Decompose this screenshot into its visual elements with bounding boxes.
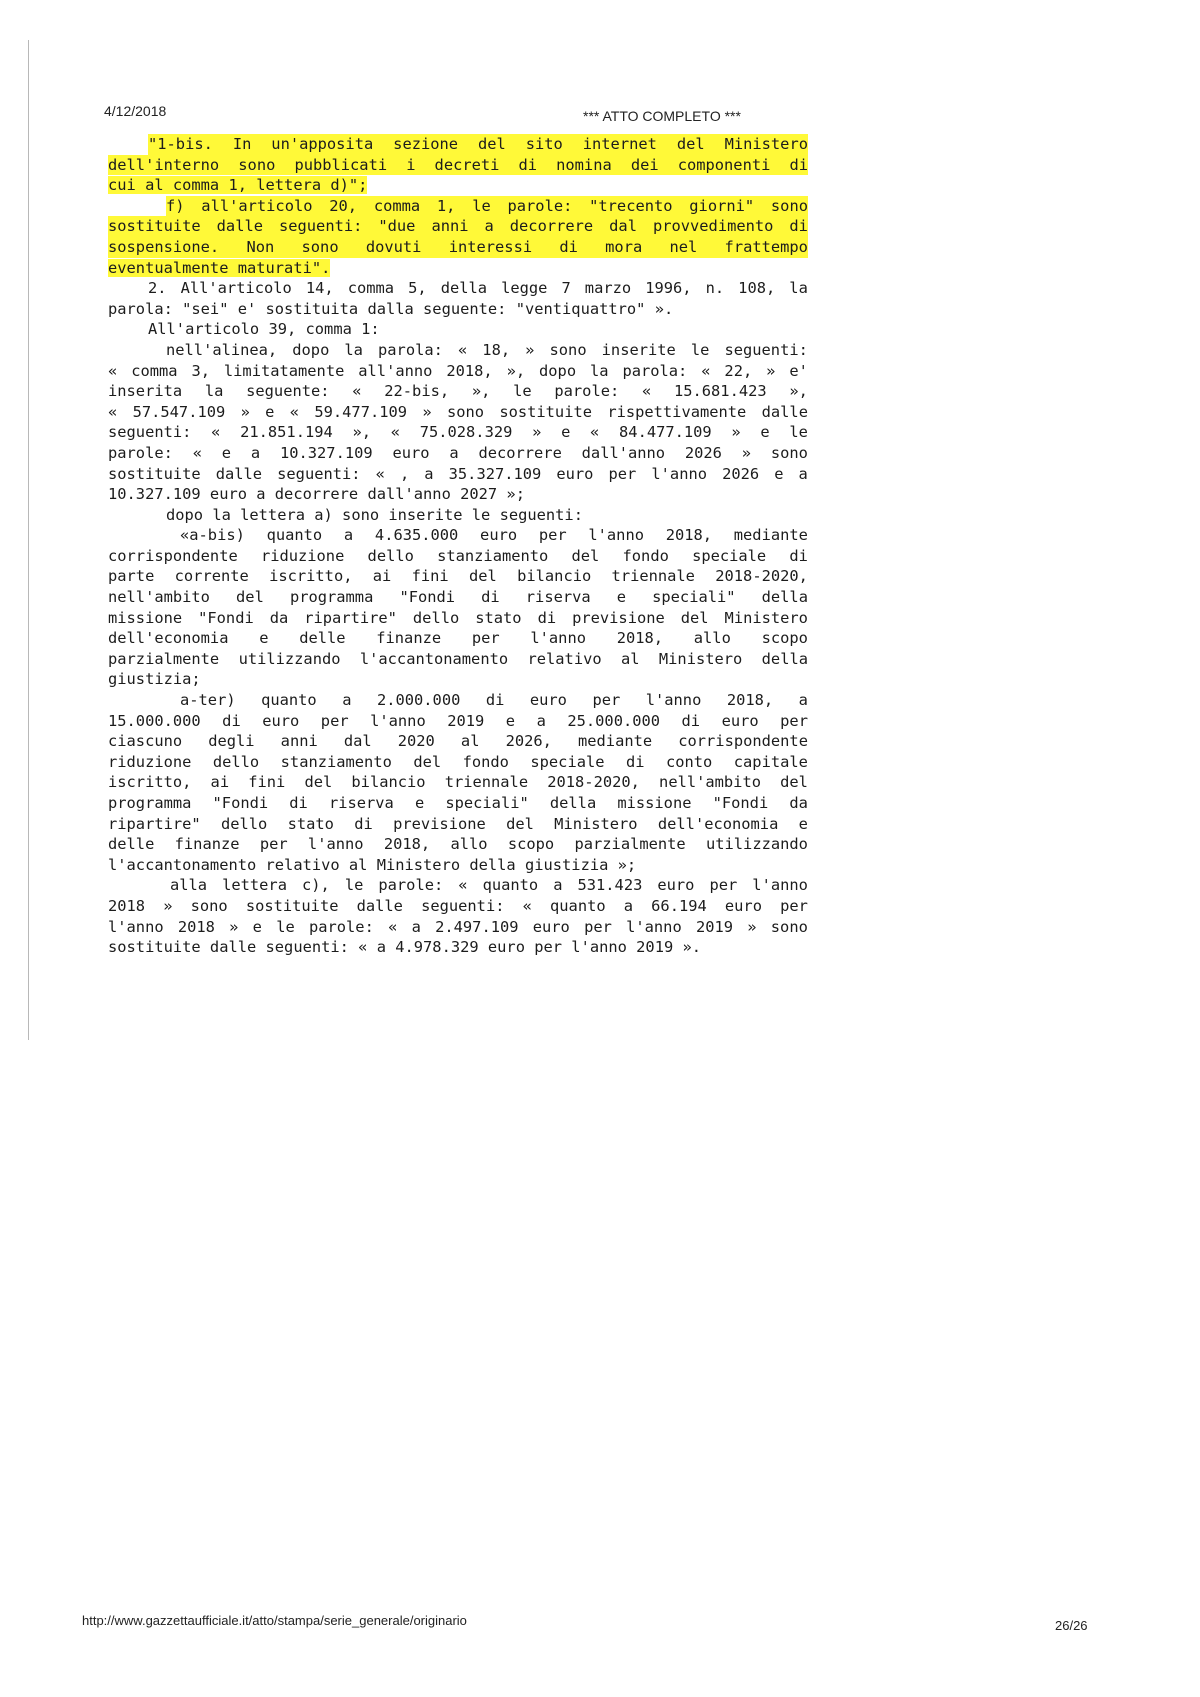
- scan-edge-line: [28, 40, 29, 1040]
- document-line: [108, 669, 808, 690]
- document-line-text: riduzione dello stanziamento del fondo speciale di conto capitale: [108, 752, 808, 771]
- document-line-text: sostituite dalle seguenti: « , a 35.327.109 euro per l'anno 2026 e a: [108, 464, 808, 483]
- document-line: [108, 834, 808, 855]
- document-line: [108, 155, 808, 176]
- document-line: [108, 772, 808, 793]
- document-line-text: «a-bis) quanto a 4.635.000 euro per l'anno 2018, mediante: [180, 526, 808, 545]
- document-line-text: ripartire" dello stato di previsione del Ministero dell'economia e: [108, 814, 808, 833]
- document-line-text: f) all'articolo 20, comma 1, le parole: "trecento giorni" sono: [166, 196, 808, 215]
- document-line: [108, 608, 808, 629]
- header-title: *** ATTO COMPLETO ***: [583, 108, 741, 124]
- document-line-text: dopo la lettera a) sono inserite le seguenti:: [166, 505, 583, 524]
- document-line-text: parzialmente utilizzando l'accantonamento relativo al Ministero della: [108, 649, 808, 668]
- document-line: [108, 196, 808, 217]
- document-line: [108, 711, 808, 732]
- document-line-text: « 57.547.109 » e « 59.477.109 » sono sostituite rispettivamente dalle: [108, 402, 808, 421]
- document-line: [108, 690, 808, 711]
- document-line: [108, 278, 808, 299]
- document-line: [108, 917, 808, 938]
- document-line-text: iscritto, ai fini del bilancio triennale 2018-2020, nell'ambito del: [108, 773, 808, 792]
- document-line: [108, 484, 808, 505]
- document-line-text: l'anno 2018 » e le parole: « a 2.497.109 euro per l'anno 2019 » sono: [108, 917, 808, 936]
- document-line: [108, 546, 808, 567]
- document-line: [108, 587, 808, 608]
- document-line: [108, 134, 808, 155]
- document-line-text: alla lettera c), le parole: « quanto a 531.423 euro per l'anno: [170, 876, 808, 895]
- document-line-text: giustizia;: [108, 670, 201, 689]
- document-line-text: nell'ambito del programma "Fondi di riserva e speciali" della: [108, 588, 808, 607]
- document-line: [108, 299, 808, 320]
- document-line: [108, 258, 808, 279]
- document-line: [108, 566, 808, 587]
- document-line: [108, 875, 808, 896]
- document-line-text: 10.327.109 euro a decorrere dall'anno 2027 »;: [108, 485, 525, 504]
- document-line-text: eventualmente maturati".: [108, 258, 331, 277]
- document-line: [108, 855, 808, 876]
- document-line-text: seguenti: « 21.851.194 », « 75.028.329 » e « 84.477.109 » e le: [108, 423, 808, 442]
- document-line: [108, 525, 808, 546]
- document-line-text: parte corrente iscritto, ai fini del bilancio triennale 2018-2020,: [108, 567, 808, 586]
- document-line: [108, 814, 808, 835]
- document-line: [108, 319, 808, 340]
- document-line-text: sostituite dalle seguenti: « a 4.978.329 euro per l'anno 2019 ».: [108, 938, 702, 957]
- document-line-text: nell'alinea, dopo la parola: « 18, » sono inserite le seguenti:: [166, 340, 808, 359]
- document-line-text: programma "Fondi di riserva e speciali" della missione "Fondi da: [108, 794, 808, 812]
- document-line-text: « comma 3, limitatamente all'anno 2018, », dopo la parola: « 22, » e': [108, 361, 808, 380]
- document-line-text: dell'economia e delle finanze per l'anno 2018, allo scopo: [108, 629, 808, 648]
- document-line-text: missione "Fondi da ripartire" dello stato di previsione del Ministero: [108, 608, 808, 627]
- document-line-text: parole: « e a 10.327.109 euro a decorrere dall'anno 2026 » sono: [108, 443, 808, 462]
- document-line: [108, 793, 808, 814]
- document-line: [108, 361, 808, 382]
- document-line: [108, 340, 808, 361]
- document-line: [108, 505, 808, 526]
- document-line-text: l'accantonamento relativo al Ministero della giustizia »;: [108, 855, 637, 874]
- document-line: [108, 402, 808, 423]
- document-line-text: cui al comma 1, lettera d)";: [108, 176, 368, 195]
- document-line-text: corrispondente riduzione dello stanziamento del fondo speciale di: [108, 546, 808, 565]
- document-line: [108, 628, 808, 649]
- document-line: [108, 216, 808, 237]
- footer-page-number: 26/26: [1055, 1618, 1088, 1633]
- document-line: [108, 752, 808, 773]
- document-line-text: sospensione. Non sono dovuti interessi di mora nel frattempo: [108, 237, 808, 256]
- document-line-text: inserita la seguente: « 22-bis, », le parole: « 15.681.423 »,: [108, 382, 808, 401]
- document-line: [108, 422, 808, 443]
- document-line: [108, 175, 808, 196]
- document-line: [108, 896, 808, 917]
- document-line-text: dell'interno sono pubblicati i decreti di nomina dei componenti di: [108, 155, 808, 174]
- document-line: [108, 464, 808, 485]
- document-line-text: parola: "sei" e' sostituita dalla seguente: "ventiquattro" ».: [108, 299, 674, 318]
- document-line-text: "1-bis. In un'apposita sezione del sito internet del Ministero: [148, 135, 808, 153]
- header-date: 4/12/2018: [104, 103, 167, 119]
- document-line: [108, 237, 808, 258]
- document-line-text: delle finanze per l'anno 2018, allo scopo parzialmente utilizzando: [108, 835, 808, 854]
- document-line-text: sostituite dalle seguenti: "due anni a decorrere dal provvedimento di: [108, 217, 808, 236]
- document-line-text: All'articolo 39, comma 1:: [148, 320, 380, 339]
- document-line: [108, 381, 808, 402]
- document-line-text: a-ter) quanto a 2.000.000 di euro per l'anno 2018, a: [180, 691, 808, 710]
- document-line: [108, 937, 808, 958]
- document-line-text: ciascuno degli anni dal 2020 al 2026, mediante corrispondente: [108, 732, 808, 751]
- footer-url: http://www.gazzettaufficiale.it/atto/stampa/serie_generale/originario: [82, 1613, 467, 1628]
- document-body: [108, 134, 808, 958]
- document-line-text: 15.000.000 di euro per l'anno 2019 e a 25.000.000 di euro per: [108, 711, 808, 730]
- document-line-text: 2. All'articolo 14, comma 5, della legge 7 marzo 1996, n. 108, la: [148, 279, 808, 298]
- document-line: [108, 649, 808, 670]
- document-line: [108, 443, 808, 464]
- document-line: [108, 731, 808, 752]
- document-line-text: 2018 » sono sostituite dalle seguenti: « quanto a 66.194 euro per: [108, 896, 808, 915]
